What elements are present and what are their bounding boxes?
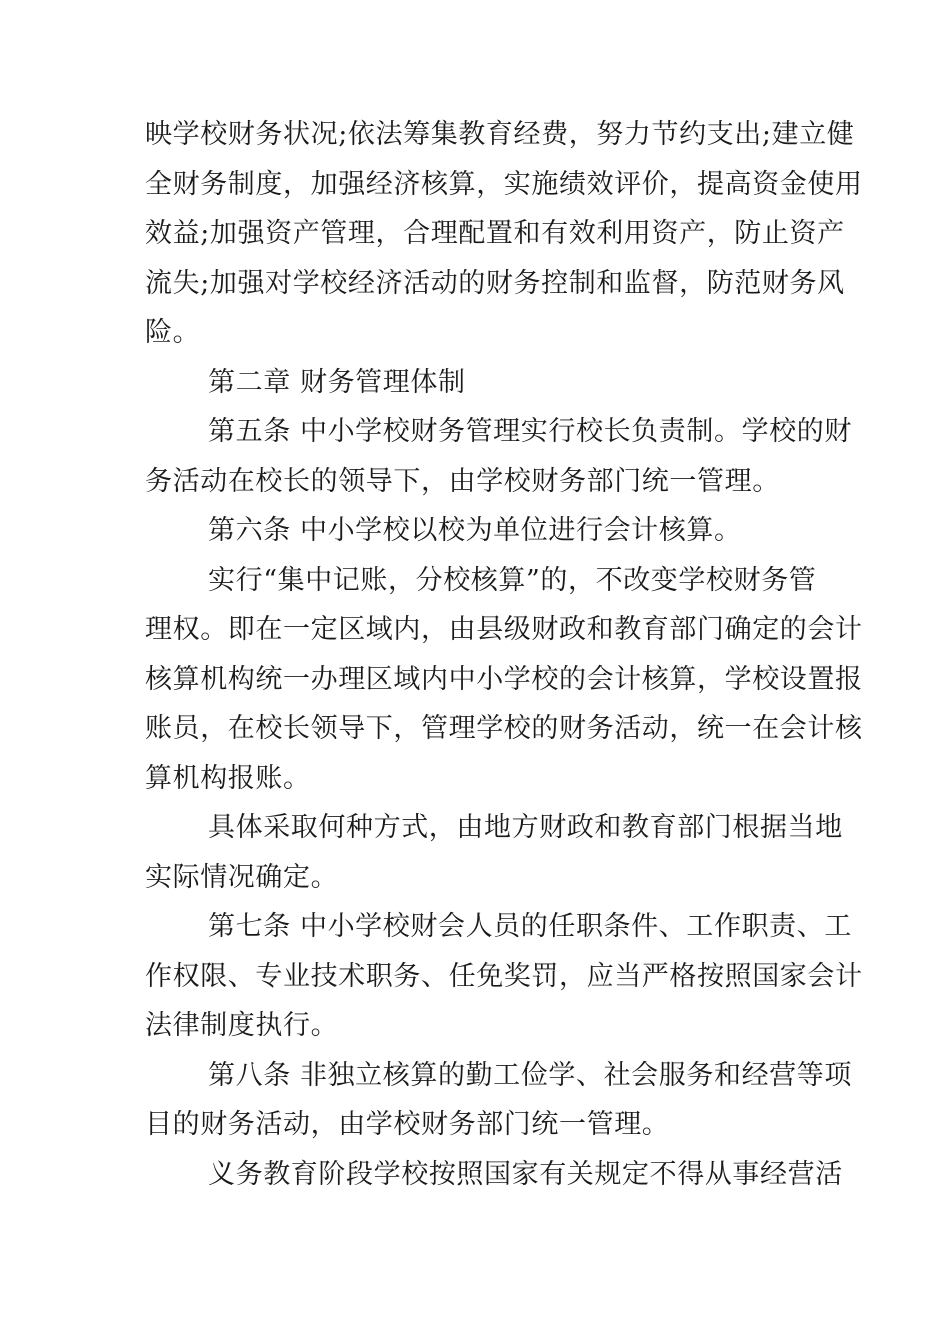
- text-line: 实行“集中记账，分校核算”的，不改变学校财务管: [208, 564, 817, 596]
- text-line: 具体采取何种方式，由地方财政和教育部门根据当地: [208, 812, 843, 843]
- text-line: 第七条 中小学校财会人员的任职条件、工作职责、工: [208, 911, 852, 942]
- paragraph: [145, 407, 852, 506]
- text-line: 作权限、专业技术职务、任免奖罚，应当严格按照国家会计: [145, 960, 863, 992]
- text-line: 务活动在校长的领导下，由学校财务部门统一管理。: [145, 465, 780, 497]
- paragraph: [145, 556, 863, 804]
- text-line: 目的财务活动，由学校财务部门统一管理。: [145, 1109, 670, 1140]
- text-line: 全财务制度，加强经济核算，实施绩效评价，提高资金使用: [145, 168, 863, 200]
- text-line: 实际情况确定。: [145, 861, 339, 893]
- text-line: 义务教育阶段学校按照国家有关规定不得从事经营活: [208, 1158, 843, 1190]
- text-line: 映学校财务状况;依法筹集教育经费，努力节约支出;建立健: [145, 119, 855, 150]
- text-line: 理权。即在一定区域内，由县级财政和教育部门确定的会计: [145, 614, 863, 645]
- text-line: 险。: [145, 317, 201, 348]
- text-line: 法律制度执行。: [145, 1010, 339, 1041]
- text-line: 第八条 非独立核算的勤工俭学、社会服务和经营等项: [208, 1059, 852, 1091]
- chapter-heading: [145, 358, 815, 408]
- text-line: 效益;加强资产管理，合理配置和有效利用资产，防止资产: [145, 218, 845, 249]
- text-line: 第五条 中小学校财务管理实行校长负责制。学校的财: [208, 416, 852, 447]
- text-line: 核算机构统一办理区域内中小学校的会计核算，学校设置报: [145, 663, 863, 695]
- document-body: [145, 110, 863, 1199]
- paragraph: [145, 506, 815, 556]
- paragraph: [145, 1051, 852, 1150]
- text-line: 账员，在校长领导下，管理学校的财务活动，统一在会计核: [145, 713, 863, 744]
- paragraph: [145, 110, 863, 358]
- text-line: 算机构报账。: [145, 762, 311, 794]
- text-line: 第二章 财务管理体制: [208, 366, 466, 398]
- paragraph: [145, 1150, 843, 1200]
- paragraph: [145, 803, 843, 902]
- text-line: 流失;加强对学校经济活动的财务控制和监督，防范财务风: [145, 267, 845, 299]
- paragraph: [145, 902, 863, 1051]
- text-line: 第六条 中小学校以校为单位进行会计核算。: [208, 515, 742, 546]
